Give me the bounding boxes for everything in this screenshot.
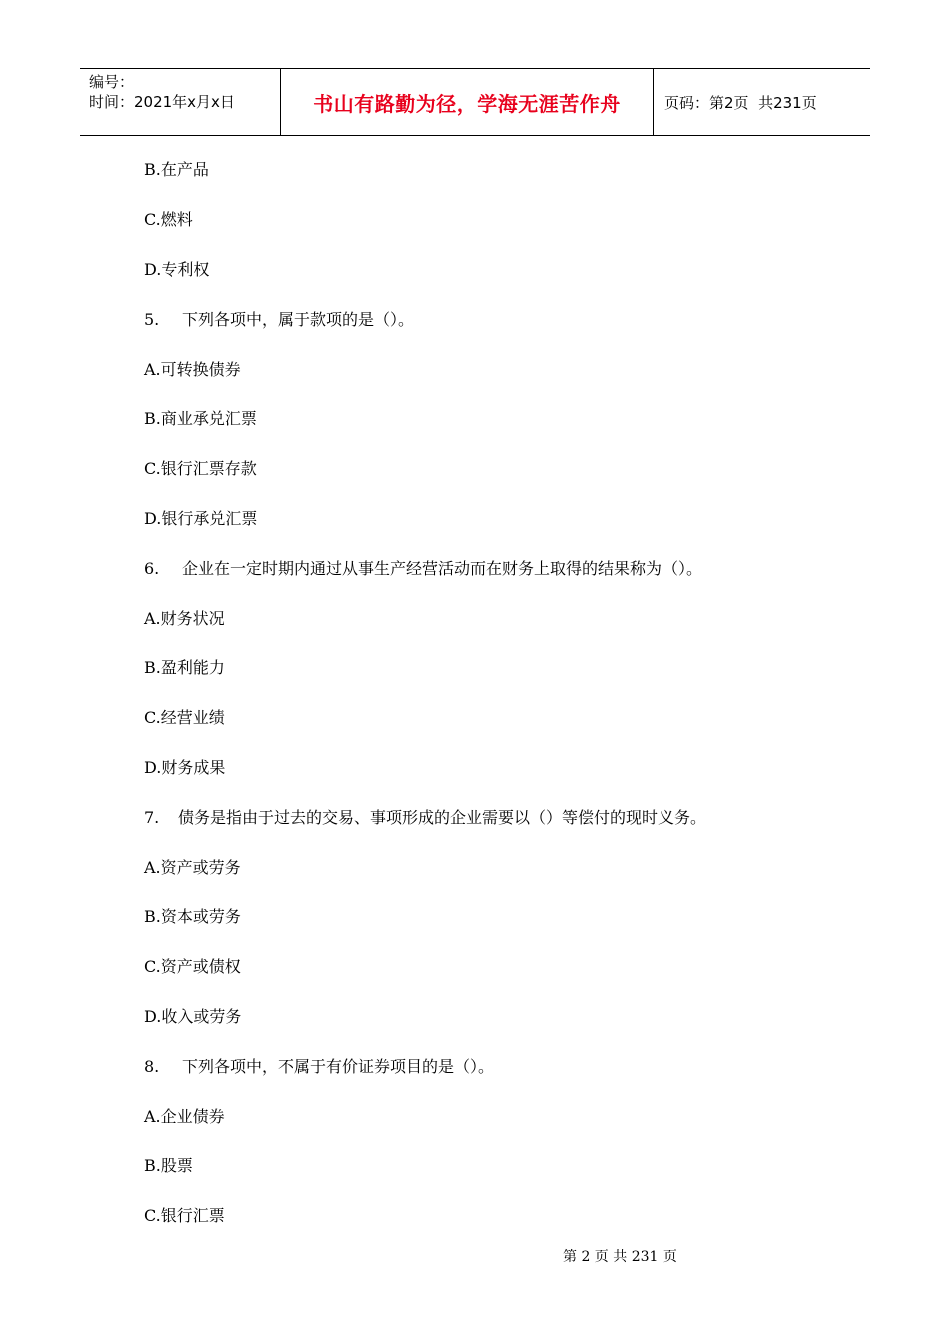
line-text: D.银行承兑汇票	[144, 509, 258, 528]
option-line	[144, 1107, 225, 1127]
header-motto	[281, 69, 654, 135]
line-text: C.银行汇票存款	[144, 459, 257, 478]
option-line	[144, 210, 193, 230]
option-line	[144, 260, 209, 280]
line-text: B.在产品	[144, 160, 209, 179]
question-line	[144, 559, 702, 579]
question-number: 6.	[144, 559, 160, 578]
option-line	[144, 1206, 225, 1226]
document-time-label: 时间：2021年x月x日	[89, 93, 235, 111]
question-line	[144, 808, 706, 828]
header-meta	[80, 69, 281, 135]
motto-text: 书山有路勤为径，学海无涯苦作舟	[313, 91, 621, 116]
question-line	[144, 310, 414, 330]
line-text: D.专利权	[144, 260, 210, 279]
line-text: A.财务状况	[144, 609, 225, 628]
line-text: B.股票	[144, 1156, 193, 1175]
question-text: 债务是指由于过去的交易、事项形成的企业需要以（）等偿付的现时义务。	[178, 808, 707, 827]
option-line	[144, 160, 209, 180]
page-info-text: 页码：第2页 共231页	[664, 93, 817, 112]
option-line	[144, 1007, 241, 1027]
option-line	[144, 658, 225, 678]
option-line	[144, 907, 241, 927]
question-number: 7.	[144, 808, 160, 827]
line-text: B.盈利能力	[144, 658, 225, 677]
line-text: A.企业债券	[144, 1107, 225, 1126]
line-text: B.资本或劳务	[144, 907, 241, 926]
option-line	[144, 360, 241, 380]
page-footer: 第 2 页 共 231 页	[563, 1249, 677, 1265]
line-text: C.银行汇票	[144, 1206, 225, 1225]
question-line	[144, 1057, 494, 1077]
line-text: C.燃料	[144, 210, 193, 229]
option-line	[144, 858, 241, 878]
header-page-info	[654, 69, 870, 135]
line-text: D.财务成果	[144, 758, 226, 777]
line-text: A.资产或劳务	[144, 858, 241, 877]
option-line	[144, 459, 257, 479]
option-line	[144, 409, 257, 429]
option-line	[144, 1156, 193, 1176]
line-text: B.商业承兑汇票	[144, 409, 257, 428]
question-text: 企业在一定时期内通过从事生产经营活动而在财务上取得的结果称为（）。	[182, 559, 703, 578]
option-line	[144, 957, 241, 977]
line-text: A.可转换债券	[144, 360, 241, 379]
page-header	[80, 68, 870, 136]
question-number: 8.	[144, 1057, 160, 1076]
option-line	[144, 708, 225, 728]
line-text: C.资产或债权	[144, 957, 241, 976]
option-line	[144, 609, 225, 629]
question-number: 5.	[144, 310, 160, 329]
option-line	[144, 509, 257, 529]
option-line	[144, 758, 225, 778]
document-number-label: 编号：	[89, 73, 135, 91]
line-text: C.经营业绩	[144, 708, 225, 727]
line-text: D.收入或劳务	[144, 1007, 242, 1026]
question-text: 下列各项中，属于款项的是（）。	[182, 310, 415, 329]
question-text: 下列各项中，不属于有价证券项目的是（）。	[182, 1057, 495, 1076]
